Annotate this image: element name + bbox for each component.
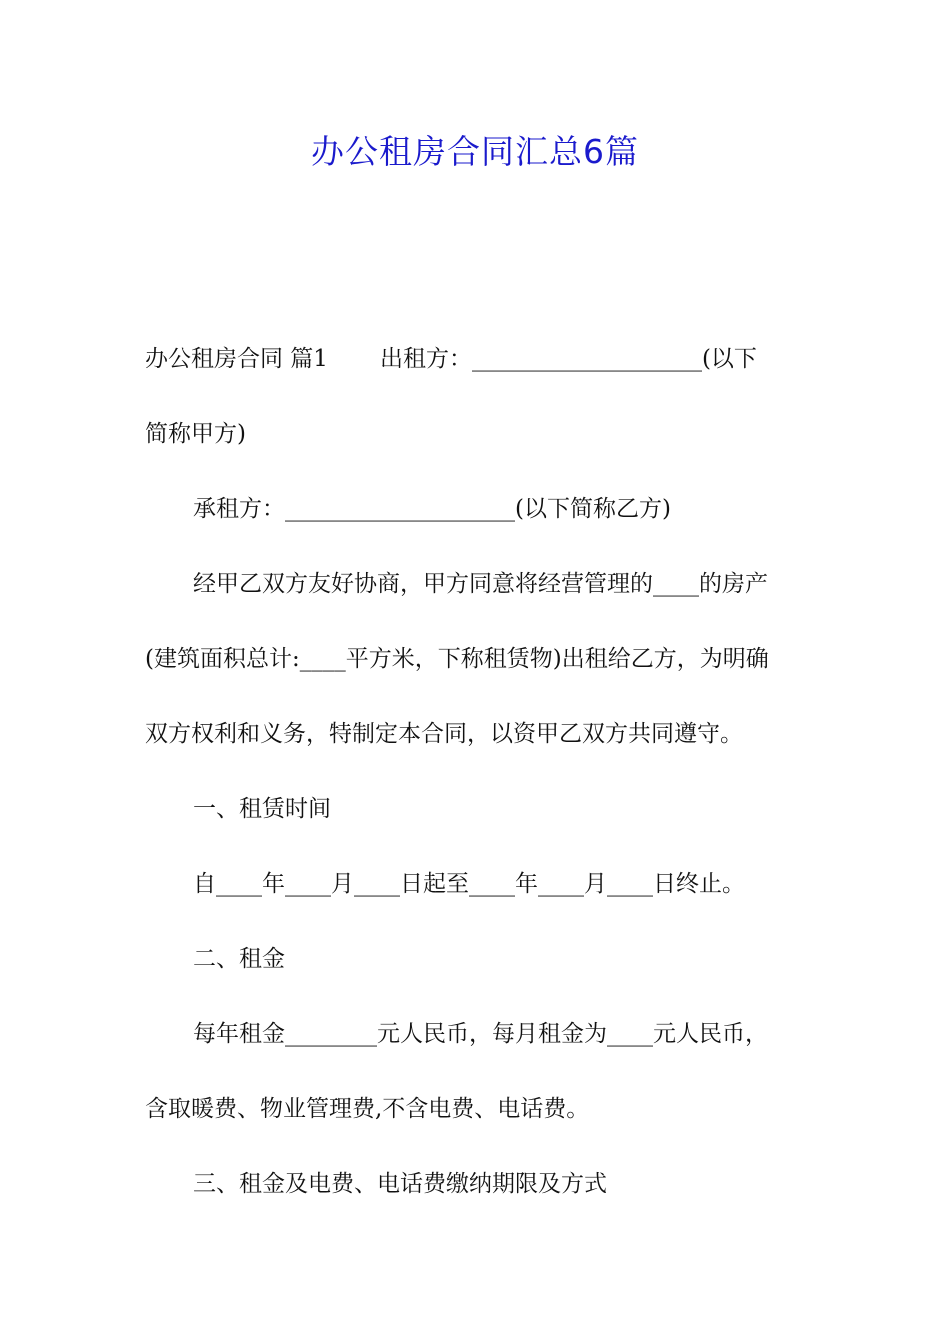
section-heading-lease-term: 一、租赁时间 (193, 796, 331, 822)
document-title: 办公租房合同汇总6篇 (311, 132, 639, 171)
document-body (145, 337, 807, 1237)
lessee-field-line: 承租方：____________________(以下简称乙方) (193, 496, 671, 522)
paragraph-line: 经甲乙双方友好协商，甲方同意将经营管理的____的房产 (193, 571, 768, 597)
paragraph-line: 双方权利和义务，特制定本合同，以资甲乙双方共同遵守。 (145, 721, 743, 747)
contract-section-title: 办公租房合同 篇1 (145, 346, 328, 372)
lessor-field-line: 出租方：____________________(以下 (379, 346, 757, 372)
section-heading-rent: 二、租金 (193, 946, 285, 972)
lease-term-line: 自____年____月____日起至____年____月____日终止。 (193, 871, 745, 897)
section-heading-payment: 三、租金及电费、电话费缴纳期限及方式 (193, 1171, 607, 1197)
paragraph-line: (建筑面积总计:____平方米，下称租赁物)出租给乙方，为明确 (145, 646, 769, 672)
paragraph-line: 简称甲方) (145, 421, 246, 447)
paragraph-line: 含取暖费、物业管理费,不含电费、电话费。 (145, 1096, 590, 1122)
rent-amount-line: 每年租金________元人民币，每月租金为____元人民币， (193, 1021, 768, 1047)
contract-heading-line (145, 337, 807, 412)
